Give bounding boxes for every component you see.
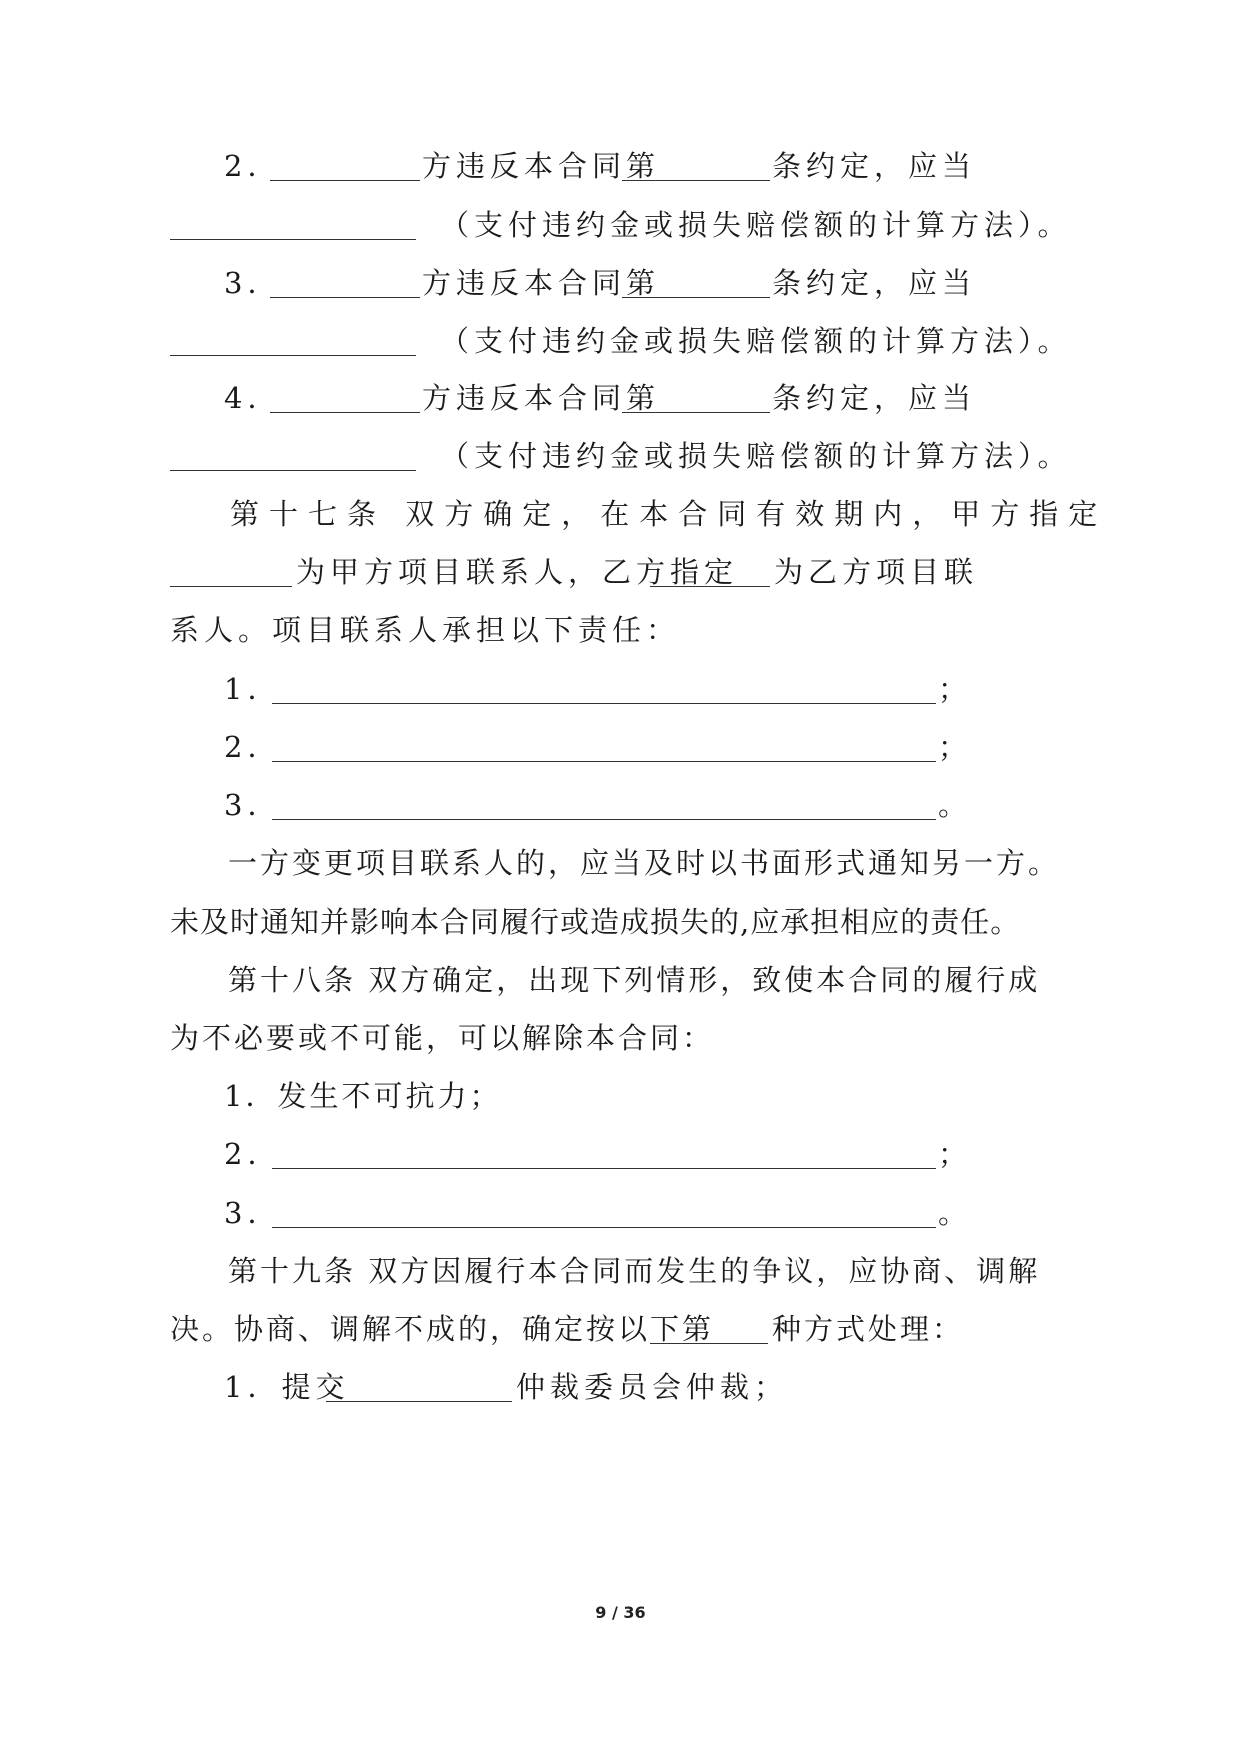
text-segment: （支付违约金或损失赔偿额的计算方法）。 <box>440 324 1072 358</box>
blank-field[interactable] <box>622 297 770 298</box>
item-number: 3． <box>224 1196 282 1230</box>
blank-field[interactable] <box>272 1168 936 1169</box>
clause-16-item-2-line-1 <box>0 134 1241 198</box>
responsibility-item-3 <box>0 773 1241 837</box>
clause-16-item-4-line-2 <box>0 424 1241 488</box>
item-number: 4． <box>224 381 282 415</box>
clause-16-item-4-line-1 <box>0 366 1241 430</box>
text-segment: 方违反本合同第 <box>422 266 661 300</box>
item-number: 1．提交 <box>224 1370 350 1404</box>
blank-field[interactable] <box>170 355 416 356</box>
clause-text: 系人。项目联系人承担以下责任： <box>170 613 681 647</box>
text-segment: 条约定，应当 <box>772 266 977 300</box>
text-segment: 种方式处理： <box>772 1312 965 1346</box>
item-text: 1．发生不可抗力； <box>224 1079 502 1113</box>
text-segment: 方违反本合同第 <box>422 149 661 183</box>
text-segment: 为甲方项目联系人，乙方指定 <box>296 555 739 589</box>
punctuation: 。 <box>938 788 973 822</box>
clause-16-item-2-line-2 <box>0 193 1241 257</box>
clause-19-line-1 <box>0 1239 1241 1303</box>
blank-field[interactable] <box>272 761 936 762</box>
item-number: 2． <box>224 1137 282 1171</box>
clause-text: 第十八条 双方确定，出现下列情形，致使本合同的履行成 <box>228 963 1041 997</box>
blank-field[interactable] <box>326 1401 512 1402</box>
text-segment: 为乙方项目联 <box>774 555 979 589</box>
clause-19-line-2 <box>0 1297 1241 1361</box>
dispute-item-1 <box>0 1355 1241 1419</box>
item-number: 2． <box>224 730 282 764</box>
clause-17-line-2 <box>0 540 1241 604</box>
paragraph-line <box>0 890 1241 954</box>
clause-18-line-1 <box>0 948 1241 1012</box>
blank-field[interactable] <box>270 297 420 298</box>
text-segment: 仲裁委员会仲裁； <box>516 1370 789 1404</box>
blank-field[interactable] <box>170 239 416 240</box>
paragraph-text: 未及时通知并影响本合同履行或造成损失的,应承担相应的责任。 <box>170 905 1021 939</box>
termination-item-1 <box>0 1064 1241 1128</box>
blank-field[interactable] <box>270 412 420 413</box>
clause-16-item-3-line-1 <box>0 251 1241 315</box>
text-segment: （支付违约金或损失赔偿额的计算方法）。 <box>440 439 1072 473</box>
clause-17-line-1 <box>0 482 1241 546</box>
text-segment: 方违反本合同第 <box>422 381 661 415</box>
punctuation: 。 <box>938 1196 973 1230</box>
blank-field[interactable] <box>272 703 936 704</box>
blank-field[interactable] <box>622 180 770 181</box>
clause-text: 第十七条 双方确定，在本合同有效期内，甲方指定 <box>230 497 1108 531</box>
item-number: 2． <box>224 149 282 183</box>
responsibility-item-2 <box>0 715 1241 779</box>
clause-16-item-3-line-2 <box>0 309 1241 373</box>
clause-17-line-3 <box>0 598 1241 662</box>
blank-field[interactable] <box>170 470 416 471</box>
item-number: 3． <box>224 266 282 300</box>
clause-text: 为不必要或不可能，可以解除本合同： <box>170 1021 715 1055</box>
blank-field[interactable] <box>272 819 936 820</box>
blank-field[interactable] <box>170 586 292 587</box>
paragraph-text: 一方变更项目联系人的，应当及时以书面形式通知另一方。 <box>228 846 1061 880</box>
blank-field[interactable] <box>270 180 420 181</box>
responsibility-item-1 <box>0 657 1241 721</box>
punctuation: ； <box>938 672 973 706</box>
clause-18-line-2 <box>0 1006 1241 1070</box>
text-segment: 决。协商、调解不成的，确定按以下第 <box>170 1312 715 1346</box>
paragraph-line <box>0 831 1241 895</box>
blank-field[interactable] <box>272 1227 936 1228</box>
text-segment: 条约定，应当 <box>772 381 977 415</box>
punctuation: ； <box>938 730 973 764</box>
punctuation: ； <box>938 1137 973 1171</box>
item-number: 3． <box>224 788 282 822</box>
text-segment: （支付违约金或损失赔偿额的计算方法）。 <box>440 208 1072 242</box>
blank-field[interactable] <box>650 586 770 587</box>
item-number: 1． <box>224 672 282 706</box>
termination-item-3 <box>0 1181 1241 1245</box>
clause-text: 第十九条 双方因履行本合同而发生的争议，应协商、调解 <box>228 1254 1041 1288</box>
page-number: 9 / 36 <box>595 1603 646 1622</box>
text-segment: 条约定，应当 <box>772 149 977 183</box>
termination-item-2 <box>0 1122 1241 1186</box>
blank-field[interactable] <box>622 412 770 413</box>
blank-field[interactable] <box>650 1343 768 1344</box>
